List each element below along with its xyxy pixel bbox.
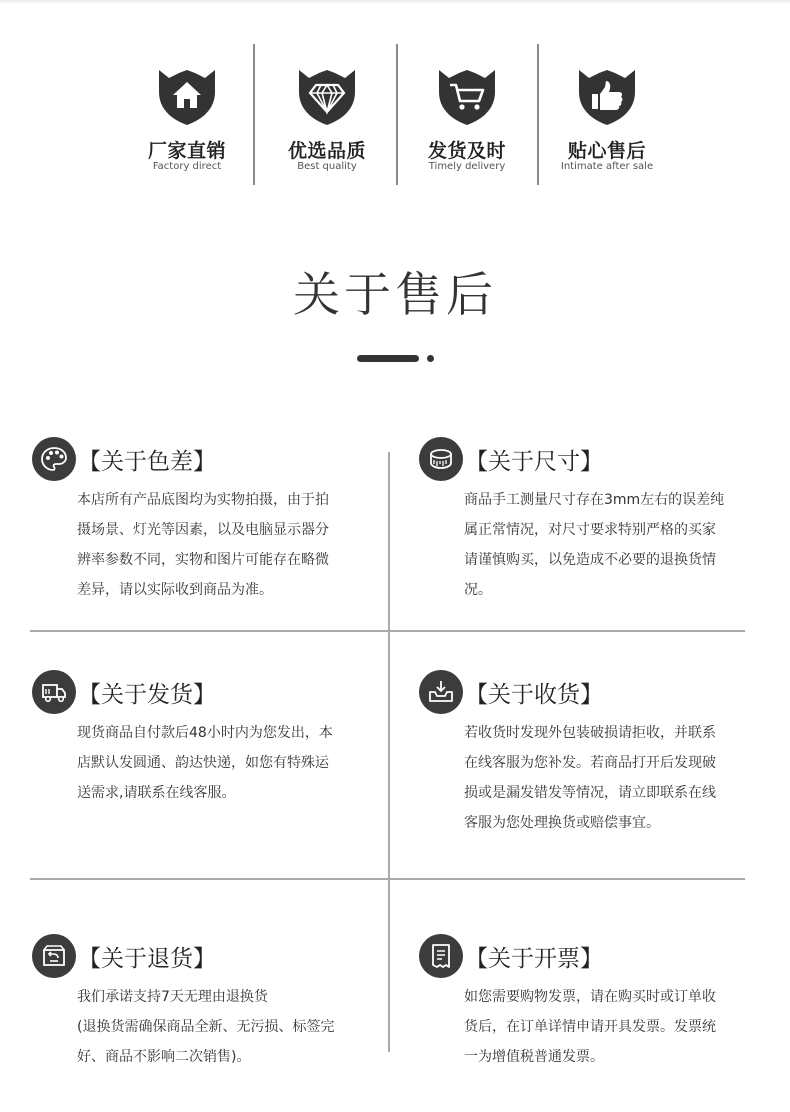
tape-measure-icon [419, 437, 463, 481]
cell-body-line: 摄场景、灯光等因素，以及电脑显示器分 [77, 522, 329, 538]
cell-body-line: 一为增值税普通发票。 [464, 1049, 604, 1065]
cell-body-line: 店默认发圆通、韵达快递，如您有特殊运 [77, 755, 329, 771]
top-border [0, 0, 790, 4]
feature-best-quality [257, 44, 397, 185]
cell-body [464, 982, 747, 1072]
cell-body-line: 我们承诺支持7天无理由退换货 [77, 989, 268, 1005]
feature-title: 贴心售后 [567, 140, 646, 162]
feature-factory-direct [117, 44, 257, 185]
cell-body-line: 损或是漏发错发等情况，请立即联系在线 [464, 785, 716, 801]
cell-body-line: 现货商品自付款后48小时内为您发出，本 [77, 725, 333, 741]
cell-body-line: 差异，请以实际收到商品为准。 [77, 582, 273, 598]
diamond-icon [295, 68, 359, 126]
thumbs-up-icon [575, 68, 639, 126]
cell-title: 【关于发货】 [78, 682, 216, 708]
title-underline-dot [427, 355, 434, 362]
feature-intimate-after-sale [537, 44, 677, 185]
cell-body-line: 若收货时发现外包装破损请拒收，并联系 [464, 725, 716, 741]
cell-title: 【关于开票】 [465, 946, 603, 972]
cell-body-line: (退换货需确保商品全新、无污损、标签完 [77, 1019, 335, 1035]
grid-vertical-divider [388, 632, 390, 879]
feature-title: 发货及时 [427, 140, 506, 162]
feature-subtitle: Intimate after sale [560, 161, 654, 172]
cell-body-line: 商品手工测量尺寸存在3mm左右的误差纯 [464, 492, 725, 508]
cell-body-line: 好、商品不影响二次销售)。 [77, 1049, 251, 1065]
cell-body-line: 送需求,请联系在线客服。 [77, 785, 236, 801]
cell-title: 【关于尺寸】 [465, 449, 603, 475]
feature-title: 厂家直销 [147, 140, 226, 162]
cell-body-line: 客服为您处理换货或赔偿事宜。 [464, 815, 660, 831]
cell-body-line: 请谨慎购买，以免造成不必要的退换货情 [464, 552, 716, 568]
feature-subtitle: Timely delivery [428, 161, 506, 172]
cell-body [77, 485, 360, 605]
feature-timely-delivery [397, 44, 537, 185]
cell-body [464, 718, 747, 838]
cell-body-line: 如您需要购物发票，请在购买时或订单收 [464, 989, 716, 1005]
palette-icon [32, 437, 76, 481]
invoice-icon [419, 934, 463, 978]
cell-body-line: 在线客服为您补发。若商品打开后发现破 [464, 755, 716, 771]
cell-body [464, 485, 747, 605]
feature-subtitle: Factory direct [152, 161, 222, 172]
cell-body-line: 辨率参数不同，实物和图片可能存在略微 [77, 552, 329, 568]
feature-title: 优选品质 [287, 140, 366, 162]
cart-icon [435, 68, 499, 126]
cell-title: 【关于收货】 [465, 682, 603, 708]
cell-body-line: 货后，在订单详情申请开具发票。发票统 [464, 1019, 716, 1035]
truck-icon [32, 670, 76, 714]
cell-body-line: 本店所有产品底图均为实物拍摄，由于拍 [77, 492, 329, 508]
cell-title: 【关于退货】 [78, 946, 216, 972]
cell-body [77, 982, 360, 1072]
cell-body-line: 况。 [464, 582, 492, 598]
inbox-download-icon [419, 670, 463, 714]
return-box-icon [32, 934, 76, 978]
cell-body [77, 718, 360, 808]
feature-subtitle: Best quality [297, 161, 357, 172]
section-title: 关于售后 [293, 268, 497, 323]
grid-vertical-divider [388, 452, 390, 631]
cell-title: 【关于色差】 [78, 449, 216, 475]
feature-strip [117, 44, 677, 185]
house-icon [155, 68, 219, 126]
grid-vertical-divider [388, 880, 390, 1052]
cell-body-line: 属正常情况，对尺寸要求特别严格的买家 [464, 522, 716, 538]
title-underline-bar [357, 355, 419, 362]
